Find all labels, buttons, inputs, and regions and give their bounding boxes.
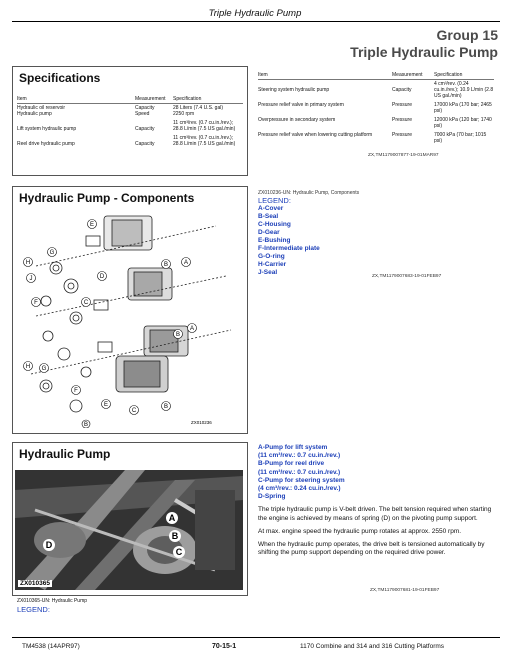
list-item: (4 cm³/rev.: 0.24 cu.in./rev.) xyxy=(258,485,341,493)
list-item: D-Spring xyxy=(258,493,286,501)
legend-item: D-Gear xyxy=(258,229,280,236)
specifications-title: Specifications xyxy=(19,71,101,85)
svg-text:B: B xyxy=(83,422,89,428)
table-row: Overpressure in secondary system Pressure 12000 kPa (120 bar; 1740 psi) xyxy=(258,117,492,129)
table-header-row: Item Measurement Specification xyxy=(17,96,202,102)
table-row: Hydraulic oil reservoir Capacity 28 Liters (7.4 U.S. gal) xyxy=(17,105,224,111)
components-legend xyxy=(258,189,359,277)
pump-description xyxy=(258,444,500,557)
table-row: Steering system hydraulic pump Capacity 4 cm³/rev. (0.24 cu.in./rev.); 10.9 L/min (2.8 US gal./min) xyxy=(258,81,494,99)
svg-text:J: J xyxy=(29,276,33,282)
pump-ref: ZX,TM1179007681-19-01FEB97 xyxy=(370,588,440,593)
legend-item: J-Seal xyxy=(258,269,278,276)
svg-text:A: A xyxy=(168,513,176,523)
svg-text:B: B xyxy=(163,262,169,268)
legend-label: LEGEND: xyxy=(258,196,291,205)
svg-text:C: C xyxy=(175,547,183,557)
paragraph: The triple hydraulic pump is V-belt driven. The belt tension required when starting the engine is achieved by means of spring (D) on the pivoting pump support. xyxy=(258,506,492,522)
paragraph: At max. engine speed the hydraulic pump rotates at approx. 2550 rpm. xyxy=(258,527,462,535)
footer-right: 1170 Combine and 314 and 316 Cutting Platforms xyxy=(300,643,445,650)
specifications-ref: ZX,TM1179007877-19-01MAR97 xyxy=(368,153,439,158)
svg-text:D: D xyxy=(45,540,53,550)
legend-item: F-Intermediate plate xyxy=(258,245,320,252)
svg-text:G: G xyxy=(41,366,47,372)
table-row: Reel drive hydraulic pump Capacity 11 cm³/rev. (0.7 cu.in./rev.); 28.8 L/min (7.5 US gal./min) xyxy=(17,135,236,147)
svg-text:G: G xyxy=(49,250,55,256)
components-ref: ZX,TM1179007683-19-01FEB97 xyxy=(372,274,442,279)
components-caption: ZX010236-UN: Hydraulic Pump, Components xyxy=(258,190,360,196)
components-title: Hydraulic Pump - Components xyxy=(19,191,195,205)
specifications-table-left xyxy=(17,96,243,147)
group-label: Group 15 xyxy=(436,27,498,43)
header-rule xyxy=(12,21,500,22)
list-item: C-Pump for steering system xyxy=(258,476,345,484)
table-row: Lift system hydraulic pump Capacity 11 cm³/rev. (0.7 cu.in./rev.); 28.8 L/min (7.5 US gal./min) xyxy=(17,120,236,132)
svg-text:F: F xyxy=(34,300,38,306)
svg-text:B: B xyxy=(171,531,179,541)
figure-id: ZX010236 xyxy=(191,420,212,425)
legend-item: H-Carrier xyxy=(258,261,287,268)
legend-item: B-Seal xyxy=(258,213,279,220)
list-item: A-Pump for lift system xyxy=(258,444,328,451)
table-row: Pressure relief valve in primary system Pressure 17000 kPa (170 bar; 2465 psi) xyxy=(258,102,492,114)
svg-text:F: F xyxy=(74,388,78,394)
list-item: (11 cm³/rev.: 0.7 cu.in./rev.) xyxy=(258,452,341,460)
pump-title: Hydraulic Pump xyxy=(19,447,111,461)
svg-text:A: A xyxy=(189,326,195,332)
legend-item: E-Bushing xyxy=(258,237,291,244)
footer-page-number: 70-15-1 xyxy=(212,643,237,650)
svg-text:E: E xyxy=(89,222,95,228)
svg-text:H: H xyxy=(25,260,31,266)
svg-text:B: B xyxy=(175,332,181,338)
svg-text:B: B xyxy=(163,404,169,410)
svg-text:A: A xyxy=(183,260,189,266)
footer-left: TM4538 (14APR97) xyxy=(22,643,80,650)
legend-item: C-Housing xyxy=(258,221,291,228)
running-title: Triple Hydraulic Pump xyxy=(208,8,302,19)
table-row: Pressure relief valve when lowering cutting platform Pressure 7000 kPa (70 bar; 1015 psi) xyxy=(258,132,487,144)
table-header-row: Item Measurement Specification xyxy=(258,72,463,78)
pump-photo xyxy=(15,470,243,590)
table-row: Hydraulic pump Speed 2250 rpm xyxy=(17,111,195,117)
list-item: B-Pump for reel drive xyxy=(258,460,325,468)
svg-text:C: C xyxy=(131,408,137,414)
photo-id: ZX010365 xyxy=(20,580,50,587)
specifications-table-right xyxy=(258,72,494,144)
paragraph: When the hydraulic pump operates, the drive belt is tensioned automatically by shifting the pump support depending on the required drive power. xyxy=(258,541,485,557)
svg-text:H: H xyxy=(25,364,31,370)
pump-legend-label: LEGEND: xyxy=(17,605,50,614)
svg-text:D: D xyxy=(99,274,105,280)
legend-item: G-O-ring xyxy=(258,253,285,260)
list-item: (11 cm³/rev.: 0.7 cu.in./rev.) xyxy=(258,468,341,476)
svg-text:C: C xyxy=(83,300,89,306)
footer-rule xyxy=(12,637,500,638)
section-title: Triple Hydraulic Pump xyxy=(350,44,498,60)
pump-caption: ZX010365-UN: Hydraulic Pump xyxy=(17,598,88,604)
exploded-pump-diagram xyxy=(16,206,244,428)
legend-item: A-Cover xyxy=(258,205,284,212)
svg-text:E: E xyxy=(103,402,109,408)
